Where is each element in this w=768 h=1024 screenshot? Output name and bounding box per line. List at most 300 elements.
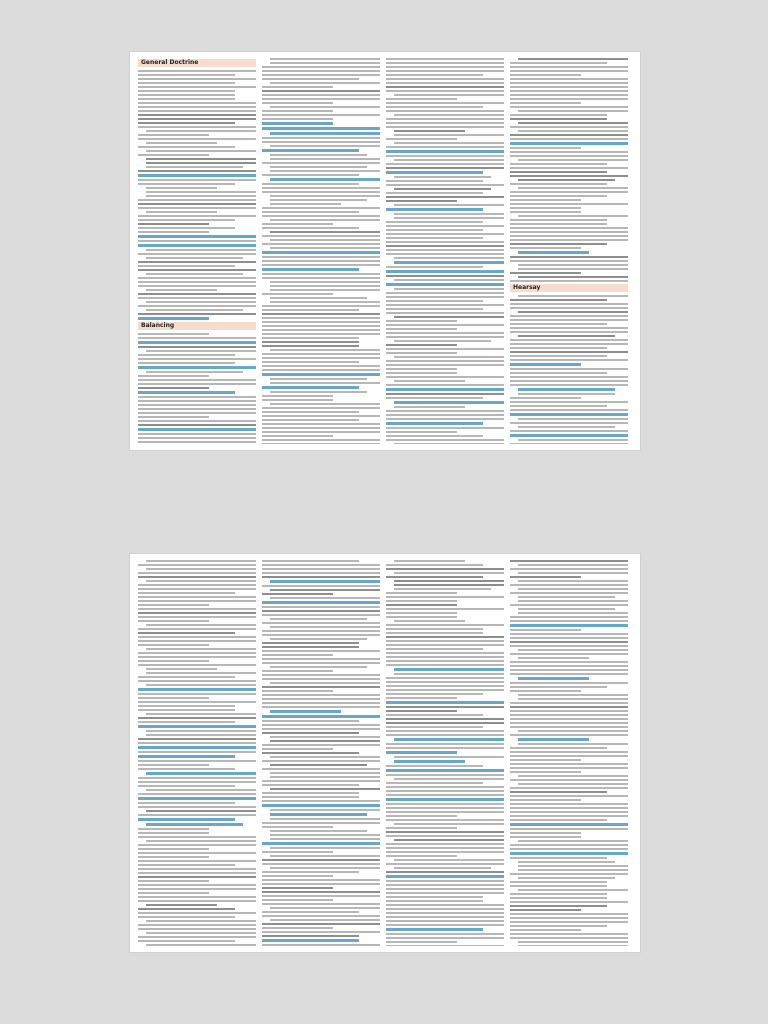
text-line xyxy=(518,264,628,266)
text-line xyxy=(138,688,256,691)
text-line xyxy=(386,734,504,736)
text-line xyxy=(138,94,235,96)
text-line xyxy=(138,793,256,795)
text-line xyxy=(518,426,615,428)
text-line xyxy=(386,70,504,72)
text-line xyxy=(510,702,628,704)
text-line xyxy=(386,596,504,598)
text-line xyxy=(146,810,256,812)
text-line xyxy=(518,418,628,420)
text-line xyxy=(386,167,504,169)
text-line xyxy=(510,199,581,201)
text-line xyxy=(510,620,628,622)
text-line xyxy=(262,443,380,444)
text-line xyxy=(138,832,209,834)
text-line xyxy=(386,62,504,64)
text-line xyxy=(262,800,380,802)
text-line xyxy=(386,372,457,374)
text-line xyxy=(386,900,483,902)
text-line xyxy=(138,86,256,88)
text-line xyxy=(270,834,380,836)
text-line xyxy=(270,580,380,583)
text-line xyxy=(138,564,256,566)
text-line xyxy=(510,759,581,761)
text-line xyxy=(146,568,256,570)
text-line xyxy=(270,301,380,303)
text-line xyxy=(262,748,333,750)
text-line xyxy=(262,187,380,189)
text-line xyxy=(510,207,581,209)
text-line xyxy=(510,243,607,245)
text-line xyxy=(386,208,483,211)
text-line xyxy=(262,903,380,905)
text-line xyxy=(386,937,504,939)
text-line xyxy=(262,706,380,708)
text-line xyxy=(386,689,504,691)
text-line xyxy=(510,203,628,205)
text-line xyxy=(138,940,235,942)
text-line xyxy=(386,831,504,833)
text-line xyxy=(510,604,628,606)
text-line xyxy=(510,665,628,667)
text-line xyxy=(386,74,483,76)
text-line xyxy=(386,324,504,326)
text-line xyxy=(138,709,235,711)
text-line xyxy=(510,223,607,225)
text-line xyxy=(518,122,628,124)
text-line xyxy=(386,656,504,658)
text-line xyxy=(510,616,628,618)
text-line xyxy=(510,443,628,444)
text-line xyxy=(386,300,483,302)
text-line xyxy=(386,364,504,366)
text-line xyxy=(270,145,380,147)
text-line xyxy=(270,58,380,60)
text-line xyxy=(270,154,367,156)
text-line xyxy=(386,312,504,314)
text-line xyxy=(518,251,589,254)
text-line xyxy=(386,410,504,412)
text-line xyxy=(262,399,333,401)
text-line xyxy=(510,118,607,120)
text-line xyxy=(138,383,256,385)
text-line xyxy=(386,576,483,578)
text-line xyxy=(386,677,504,679)
text-line xyxy=(386,714,483,716)
text-line xyxy=(262,207,380,209)
text-line xyxy=(518,730,628,732)
text-line xyxy=(386,320,457,322)
text-line xyxy=(262,642,359,644)
text-line xyxy=(518,865,628,867)
text-line xyxy=(262,887,333,889)
text-line xyxy=(262,74,380,76)
text-line xyxy=(262,576,380,578)
text-line xyxy=(270,847,380,849)
text-line xyxy=(138,416,209,418)
text-line xyxy=(510,413,628,416)
text-line xyxy=(138,592,235,594)
text-line xyxy=(146,191,256,193)
text-line xyxy=(386,439,504,441)
text-line xyxy=(270,813,367,816)
text-line xyxy=(262,329,380,331)
text-line xyxy=(510,151,628,153)
text-line xyxy=(510,901,628,903)
text-line xyxy=(138,106,256,108)
text-line xyxy=(386,146,504,148)
text-line xyxy=(262,235,380,237)
text-line xyxy=(138,118,256,120)
text-line xyxy=(510,363,581,366)
text-line xyxy=(262,568,380,570)
text-line xyxy=(146,823,243,826)
text-line xyxy=(386,843,504,845)
text-line xyxy=(270,378,367,380)
text-line xyxy=(518,869,628,871)
text-line xyxy=(138,102,256,104)
text-line xyxy=(394,756,504,758)
text-line xyxy=(386,138,457,140)
text-line xyxy=(394,217,504,219)
text-column xyxy=(262,560,380,946)
text-line xyxy=(138,693,256,695)
text-line xyxy=(386,710,457,712)
text-line xyxy=(386,348,504,350)
text-line xyxy=(510,690,581,692)
text-line xyxy=(262,411,359,413)
text-line xyxy=(386,786,504,788)
text-line xyxy=(146,789,256,791)
text-line xyxy=(510,78,628,80)
text-line xyxy=(270,666,367,668)
text-line xyxy=(386,58,504,60)
text-line xyxy=(510,359,628,361)
text-line xyxy=(394,580,504,582)
text-line xyxy=(262,935,359,937)
text-line xyxy=(262,911,359,913)
text-line xyxy=(270,382,380,384)
text-line xyxy=(138,146,235,148)
text-line xyxy=(262,715,380,718)
text-line xyxy=(386,701,504,704)
text-line xyxy=(386,414,504,416)
text-line xyxy=(262,439,380,441)
text-line xyxy=(138,170,256,172)
text-line xyxy=(510,195,607,197)
text-line xyxy=(146,195,256,197)
text-line xyxy=(386,884,504,886)
text-line xyxy=(138,354,235,356)
text-line xyxy=(386,82,504,84)
text-line xyxy=(270,62,380,64)
text-line xyxy=(510,163,607,165)
text-line xyxy=(510,86,628,88)
text-line xyxy=(146,840,256,842)
text-line xyxy=(386,722,504,724)
text-line xyxy=(138,203,256,205)
text-line xyxy=(386,245,504,247)
text-line xyxy=(510,74,581,76)
text-line xyxy=(138,576,256,578)
text-line xyxy=(262,614,380,616)
text-line xyxy=(386,229,483,231)
text-line xyxy=(518,335,615,337)
text-line xyxy=(146,162,256,164)
text-line xyxy=(138,412,256,414)
text-line xyxy=(518,612,628,614)
text-line xyxy=(138,856,209,858)
text-line xyxy=(518,840,628,842)
text-line xyxy=(138,738,256,740)
text-line xyxy=(262,593,333,595)
text-line xyxy=(394,620,465,622)
text-line xyxy=(262,118,333,120)
text-line xyxy=(394,380,465,382)
text-line xyxy=(510,102,581,104)
text-line xyxy=(138,219,235,221)
text-line xyxy=(138,636,256,638)
text-line xyxy=(262,564,380,566)
text-line xyxy=(386,730,504,732)
text-line xyxy=(518,130,628,132)
text-line xyxy=(386,308,483,310)
text-line xyxy=(510,138,628,140)
text-line xyxy=(262,944,380,946)
text-line xyxy=(138,936,256,938)
text-line xyxy=(510,819,607,821)
text-line xyxy=(138,705,235,707)
text-line xyxy=(510,82,628,84)
text-line xyxy=(138,844,256,846)
text-line xyxy=(394,257,504,259)
text-line xyxy=(138,604,209,606)
text-line xyxy=(386,171,483,174)
text-line xyxy=(138,644,209,646)
text-line xyxy=(510,560,628,562)
text-line xyxy=(518,600,628,602)
text-line xyxy=(138,600,256,602)
text-line xyxy=(262,333,380,335)
text-line xyxy=(138,768,235,770)
text-line xyxy=(386,896,483,898)
text-line xyxy=(138,876,256,878)
text-line xyxy=(386,106,483,108)
text-line xyxy=(510,319,628,321)
text-line xyxy=(138,281,256,283)
text-line xyxy=(386,811,504,813)
text-line xyxy=(262,606,380,608)
text-line xyxy=(138,746,256,749)
text-line xyxy=(510,126,628,128)
document-page-1 xyxy=(130,52,640,450)
text-line xyxy=(386,888,504,890)
text-line xyxy=(394,288,504,290)
text-line xyxy=(510,106,628,108)
text-line xyxy=(510,380,628,382)
text-line xyxy=(262,227,359,229)
text-line xyxy=(138,725,256,728)
text-line xyxy=(394,560,465,562)
text-line xyxy=(386,628,483,630)
text-line xyxy=(138,616,256,618)
text-line xyxy=(510,767,628,769)
text-line xyxy=(386,568,504,570)
text-line xyxy=(386,726,483,728)
text-line xyxy=(518,268,628,270)
text-line xyxy=(518,388,615,391)
text-line xyxy=(386,912,504,914)
text-line xyxy=(518,572,628,574)
text-line xyxy=(138,836,256,838)
text-line xyxy=(386,253,504,255)
text-line xyxy=(262,215,380,217)
text-line xyxy=(386,608,504,610)
text-line xyxy=(510,368,628,370)
text-line xyxy=(138,261,256,263)
text-line xyxy=(386,592,457,594)
text-line xyxy=(146,648,256,650)
text-line xyxy=(262,183,359,185)
text-line xyxy=(510,343,628,345)
text-line xyxy=(262,585,380,587)
text-line xyxy=(138,880,209,882)
text-line xyxy=(262,931,380,933)
text-line xyxy=(138,572,256,574)
text-line xyxy=(138,387,209,389)
text-line xyxy=(386,916,504,918)
text-line xyxy=(146,249,256,251)
text-line xyxy=(138,313,256,315)
text-line xyxy=(270,838,380,840)
text-line xyxy=(386,945,504,946)
text-line xyxy=(138,777,256,779)
text-line xyxy=(510,247,581,249)
text-line xyxy=(138,138,256,140)
text-line xyxy=(146,350,256,352)
text-line xyxy=(518,215,628,217)
section-heading: Hearsay xyxy=(510,284,628,292)
text-line xyxy=(510,219,607,221)
text-line xyxy=(138,404,256,406)
text-line xyxy=(386,332,504,334)
text-line xyxy=(262,686,380,688)
text-line xyxy=(270,818,380,820)
text-line xyxy=(518,889,628,891)
text-line xyxy=(262,610,380,612)
text-line xyxy=(146,772,256,775)
text-line xyxy=(510,147,581,149)
text-line xyxy=(510,779,628,781)
text-line xyxy=(138,656,256,658)
text-line xyxy=(386,368,457,370)
text-line xyxy=(510,807,628,809)
text-line xyxy=(262,141,380,143)
text-line xyxy=(270,158,380,160)
text-line xyxy=(510,307,628,309)
text-line xyxy=(510,260,628,262)
text-line xyxy=(510,576,581,578)
text-line xyxy=(510,706,628,708)
text-line xyxy=(262,114,380,116)
text-line xyxy=(138,375,209,377)
text-line xyxy=(270,772,380,774)
text-line xyxy=(138,900,256,902)
text-line xyxy=(510,584,628,586)
text-line xyxy=(518,861,615,863)
text-line xyxy=(138,265,235,267)
text-line xyxy=(518,295,628,297)
text-line xyxy=(138,424,256,426)
text-line xyxy=(262,601,380,604)
text-line xyxy=(510,893,607,895)
text-line xyxy=(510,844,628,846)
text-line xyxy=(262,622,380,624)
text-line xyxy=(510,327,628,329)
text-line xyxy=(146,734,256,736)
text-line xyxy=(394,859,504,861)
text-line xyxy=(510,239,628,241)
text-line xyxy=(510,799,581,801)
text-line xyxy=(138,293,256,295)
text-line xyxy=(262,256,380,258)
text-column xyxy=(510,560,628,946)
text-line xyxy=(518,608,615,610)
text-line xyxy=(146,944,256,946)
text-line xyxy=(262,345,359,347)
text-line xyxy=(510,134,628,136)
text-line xyxy=(510,857,607,859)
text-line xyxy=(386,743,504,745)
text-line xyxy=(386,266,483,268)
text-line xyxy=(518,694,628,696)
text-line xyxy=(146,904,217,906)
text-line xyxy=(138,420,256,422)
text-line xyxy=(262,899,333,901)
text-line xyxy=(138,114,256,116)
text-line xyxy=(386,624,504,626)
text-line xyxy=(262,690,333,692)
text-line xyxy=(138,277,256,279)
text-line xyxy=(510,422,628,424)
text-line xyxy=(146,187,217,189)
text-line xyxy=(270,919,380,921)
text-line xyxy=(262,78,359,80)
text-line xyxy=(138,126,256,128)
text-line xyxy=(138,852,256,854)
text-line xyxy=(386,774,504,776)
text-line xyxy=(518,743,628,745)
text-line xyxy=(138,82,235,84)
text-line xyxy=(146,580,256,582)
text-line xyxy=(510,633,628,635)
text-line xyxy=(262,650,380,652)
text-line xyxy=(386,98,457,100)
text-line xyxy=(138,433,256,435)
text-line xyxy=(510,315,628,317)
text-line xyxy=(386,648,483,650)
text-line xyxy=(386,196,504,198)
text-line xyxy=(386,200,457,202)
text-line xyxy=(518,941,628,943)
text-line xyxy=(138,632,235,634)
text-line xyxy=(270,682,380,684)
text-line xyxy=(510,227,628,229)
text-line xyxy=(138,244,256,247)
text-line xyxy=(394,356,504,358)
text-line xyxy=(518,58,628,60)
text-line xyxy=(138,441,256,443)
